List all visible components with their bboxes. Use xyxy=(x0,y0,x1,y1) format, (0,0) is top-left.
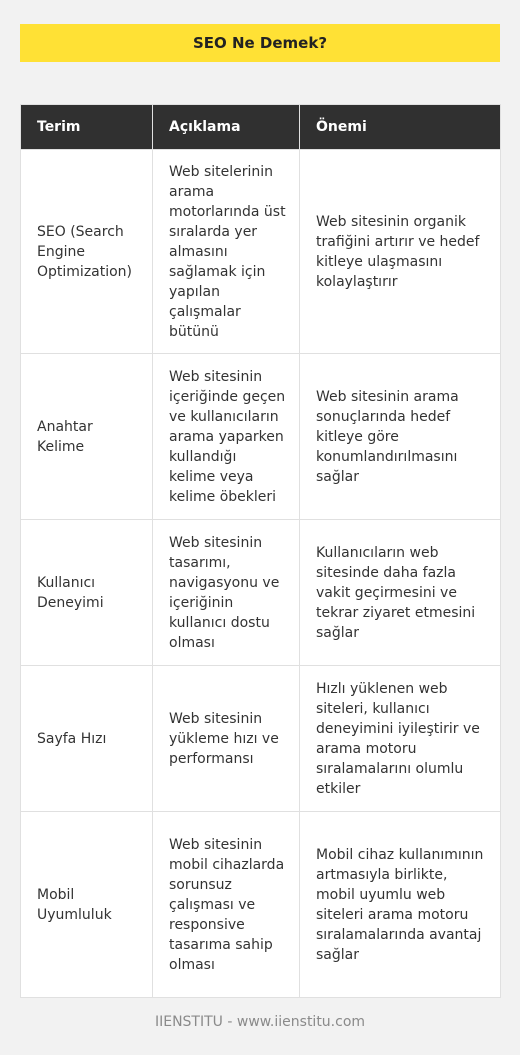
importance-cell: Web sitesinin organik trafiğini artırır ve hedef kitleye ulaşmasını kolaylaştırır xyxy=(300,150,501,354)
importance-cell: Web sitesinin arama sonuçlarında hedef kitleye göre konumlandırılmasını sağlar xyxy=(300,354,501,520)
table-row xyxy=(21,666,501,812)
importance-cell: Mobil cihaz kullanımının artmasıyla birlikte, mobil uyumlu web siteleri arama motoru sıralamalarında avantaj sağlar xyxy=(300,812,501,998)
table-row xyxy=(21,354,501,520)
page-title: SEO Ne Demek? xyxy=(20,24,500,62)
importance-cell: Hızlı yüklenen web siteleri, kullanıcı deneyimini iyileştirir ve arama motoru sıralamalarını olumlu etkiler xyxy=(300,666,501,812)
term-cell: Mobil Uyumluluk xyxy=(21,812,153,998)
table-row xyxy=(21,812,501,998)
description-cell: Web sitesinin yükleme hızı ve performansı xyxy=(153,666,300,812)
table-row xyxy=(21,520,501,666)
seo-table xyxy=(20,104,501,998)
description-cell: Web sitesinin içeriğinde geçen ve kullanıcıların arama yaparken kullandığı kelime veya kelime öbekleri xyxy=(153,354,300,520)
description-cell: Web sitesinin tasarımı, navigasyonu ve içeriğinin kullanıcı dostu olması xyxy=(153,520,300,666)
column-header-importance: Önemi xyxy=(300,105,501,150)
importance-cell: Kullanıcıların web sitesinde daha fazla vakit geçirmesini ve tekrar ziyaret etmesini sağlar xyxy=(300,520,501,666)
term-cell: Anahtar Kelime xyxy=(21,354,153,520)
term-cell: Kullanıcı Deneyimi xyxy=(21,520,153,666)
table-header-row xyxy=(21,105,501,150)
table-row xyxy=(21,150,501,354)
footer-credit: IIENSTITU - www.iienstitu.com xyxy=(154,1014,366,1030)
description-cell: Web sitelerinin arama motorlarında üst sıralarda yer almasını sağlamak için yapılan çalışmalar bütünü xyxy=(153,150,300,354)
term-cell: SEO (Search Engine Optimization) xyxy=(21,150,153,354)
column-header-description: Açıklama xyxy=(153,105,300,150)
term-cell: Sayfa Hızı xyxy=(21,666,153,812)
description-cell: Web sitesinin mobil cihazlarda sorunsuz çalışması ve responsive tasarıma sahip olması xyxy=(153,812,300,998)
column-header-term: Terim xyxy=(21,105,153,150)
